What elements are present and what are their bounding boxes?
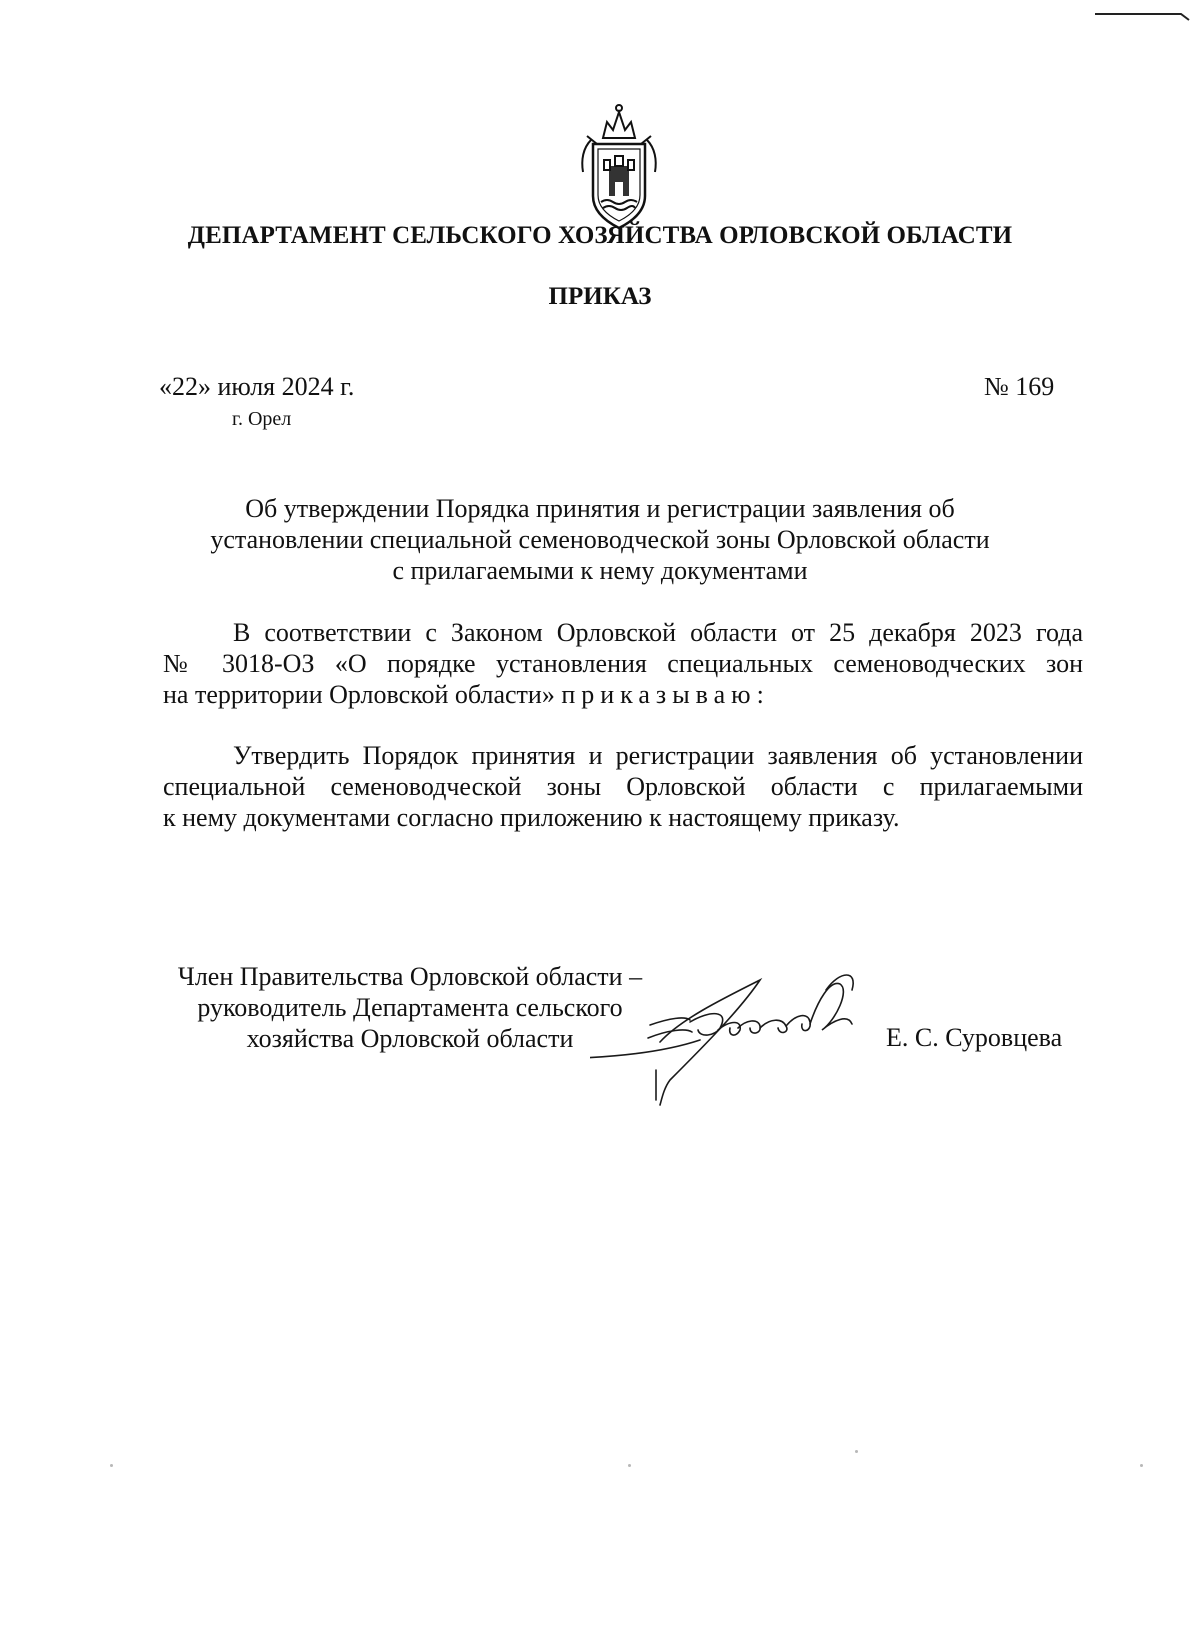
scan-speck: [1140, 1464, 1143, 1467]
paragraph-line: № 3018-ОЗ «О порядке установления специальных семеноводческих зон: [163, 649, 1083, 678]
paragraph-line: [163, 679, 1083, 710]
handwritten-signature: [590, 970, 890, 1110]
organization-title: ДЕПАРТАМЕНТ СЕЛЬСКОГО ХОЗЯЙСТВА ОРЛОВСКОЙ ОБЛАСТИ: [187, 222, 1013, 249]
scan-speck: [628, 1464, 631, 1467]
coat-of-arms-emblem: [573, 100, 665, 232]
signer-position-line: хозяйства Орловской области: [246, 1024, 574, 1053]
preamble-paragraph: [163, 617, 1083, 710]
paragraph-text: на территории Орловской области»: [163, 680, 555, 709]
subject-line: с прилагаемыми к нему документами: [392, 556, 808, 585]
document-subject: [150, 493, 1050, 586]
subject-line: установлении специальной семеноводческой зоны Орловской области: [210, 525, 990, 554]
document-number: № 169: [984, 372, 1055, 401]
document-type-title: ПРИКАЗ: [548, 283, 652, 310]
signer-name: Е. С. Суровцева: [886, 1023, 1063, 1052]
signer-position-line: Член Правительства Орловской области –: [177, 962, 643, 991]
document-city: г. Орел: [232, 408, 292, 430]
paragraph-line: к нему документами согласно приложению к настоящему приказу.: [163, 803, 900, 832]
scan-corner-mark: [1093, 10, 1193, 30]
signer-position-line: руководитель Департамента сельского: [197, 993, 623, 1022]
order-paragraph: [163, 740, 1083, 833]
paragraph-line: Утвердить Порядок принятия и регистрации заявления об установлении: [233, 741, 1083, 770]
order-verb: приказываю:: [561, 680, 770, 709]
document-date: «22» июля 2024 г.: [159, 372, 355, 401]
scan-speck: [110, 1464, 113, 1467]
paragraph-line: В соответствии с Законом Орловской области от 25 декабря 2023 года: [233, 618, 1083, 647]
paragraph-line: специальной семеноводческой зоны Орловской области с прилагаемыми: [163, 772, 1083, 801]
subject-line: Об утверждении Порядка принятия и регистрации заявления об: [245, 494, 955, 523]
scan-speck: [855, 1450, 858, 1453]
